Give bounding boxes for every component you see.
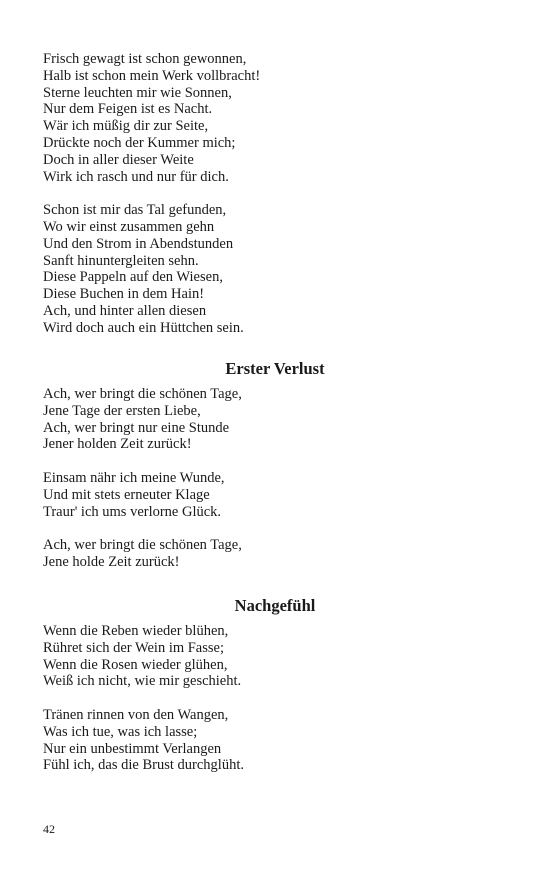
verse-line: Ach, wer bringt die schönen Tage, — [43, 386, 242, 402]
verse-line: Ach, und hinter allen diesen — [43, 302, 207, 319]
poem-title: Nachgefühl — [234, 596, 316, 615]
stanza — [43, 470, 513, 520]
verse-line: Wirk ich rasch und nur für dich. — [43, 168, 229, 185]
verse-line: Diese Pappeln auf den Wiesen, — [43, 269, 223, 286]
verse-line: Rühret sich der Wein im Fasse; — [43, 639, 224, 656]
stanza — [43, 202, 513, 336]
verse-line: Doch in aller dieser Weite — [43, 151, 194, 168]
verse-line: Wenn die Rosen wieder glühen, — [43, 656, 228, 673]
verse-line: Wär ich müßig dir zur Seite, — [43, 118, 209, 135]
verse-line: Nur dem Feigen ist es Nacht. — [43, 101, 213, 118]
verse-line: Diese Buchen in dem Hain! — [43, 286, 205, 303]
stanza — [43, 51, 513, 185]
verse-line: Wenn die Reben wieder blühen, — [43, 623, 229, 639]
verse-line: Nur ein unbestimmt Verlangen — [43, 740, 222, 757]
poem-erster-verlust — [43, 386, 513, 571]
stanza — [43, 707, 513, 774]
verse-line: Sanft hinuntergleiten sehn. — [43, 252, 199, 269]
verse-line: Und mit stets erneuter Klage — [43, 486, 210, 503]
verse-line: Fühl ich, das die Brust durchglüht. — [43, 757, 244, 774]
verse-line: Ach, wer bringt nur eine Stunde — [43, 419, 230, 436]
page-number: 42 — [43, 822, 55, 836]
stanza-break — [43, 453, 513, 470]
verse-line: Weiß ich nicht, wie mir geschieht. — [43, 673, 242, 690]
verse-line: Jene holde Zeit zurück! — [43, 553, 180, 570]
verse-line: Jene Tage der ersten Liebe, — [43, 402, 201, 419]
stanza-break — [43, 690, 513, 707]
verse-line: Frisch gewagt ist schon gewonnen, — [43, 51, 247, 67]
poem-title: Erster Verlust — [225, 359, 325, 378]
verse-line: Ach, wer bringt die schönen Tage, — [43, 537, 242, 554]
verse-line: Jener holden Zeit zurück! — [43, 436, 192, 453]
verse-line: Wo wir einst zusammen gehn — [43, 218, 215, 235]
verse-line: Tränen rinnen von den Wangen, — [43, 706, 229, 723]
verse-line: Was ich tue, was ich lasse; — [43, 723, 198, 740]
verse-line: Wird doch auch ein Hüttchen sein. — [43, 319, 244, 336]
stanza — [43, 386, 513, 453]
verse-line: Traur' ich ums verlorne Glück. — [43, 503, 222, 520]
poem-continuation — [43, 51, 513, 337]
poem-nachgefuehl — [43, 623, 513, 774]
stanza — [43, 537, 513, 571]
verse-line: Drückte noch der Kummer mich; — [43, 134, 236, 151]
verse-line: Einsam nähr ich meine Wunde, — [43, 469, 225, 486]
verse-line: Sterne leuchten mir wie Sonnen, — [43, 84, 232, 101]
verse-line: Und den Strom in Abendstunden — [43, 235, 234, 252]
stanza-break — [43, 520, 513, 537]
stanza — [43, 623, 513, 690]
verse-line: Schon ist mir das Tal gefunden, — [43, 202, 227, 219]
stanza-break — [43, 185, 513, 202]
verse-line: Halb ist schon mein Werk vollbracht! — [43, 67, 261, 84]
